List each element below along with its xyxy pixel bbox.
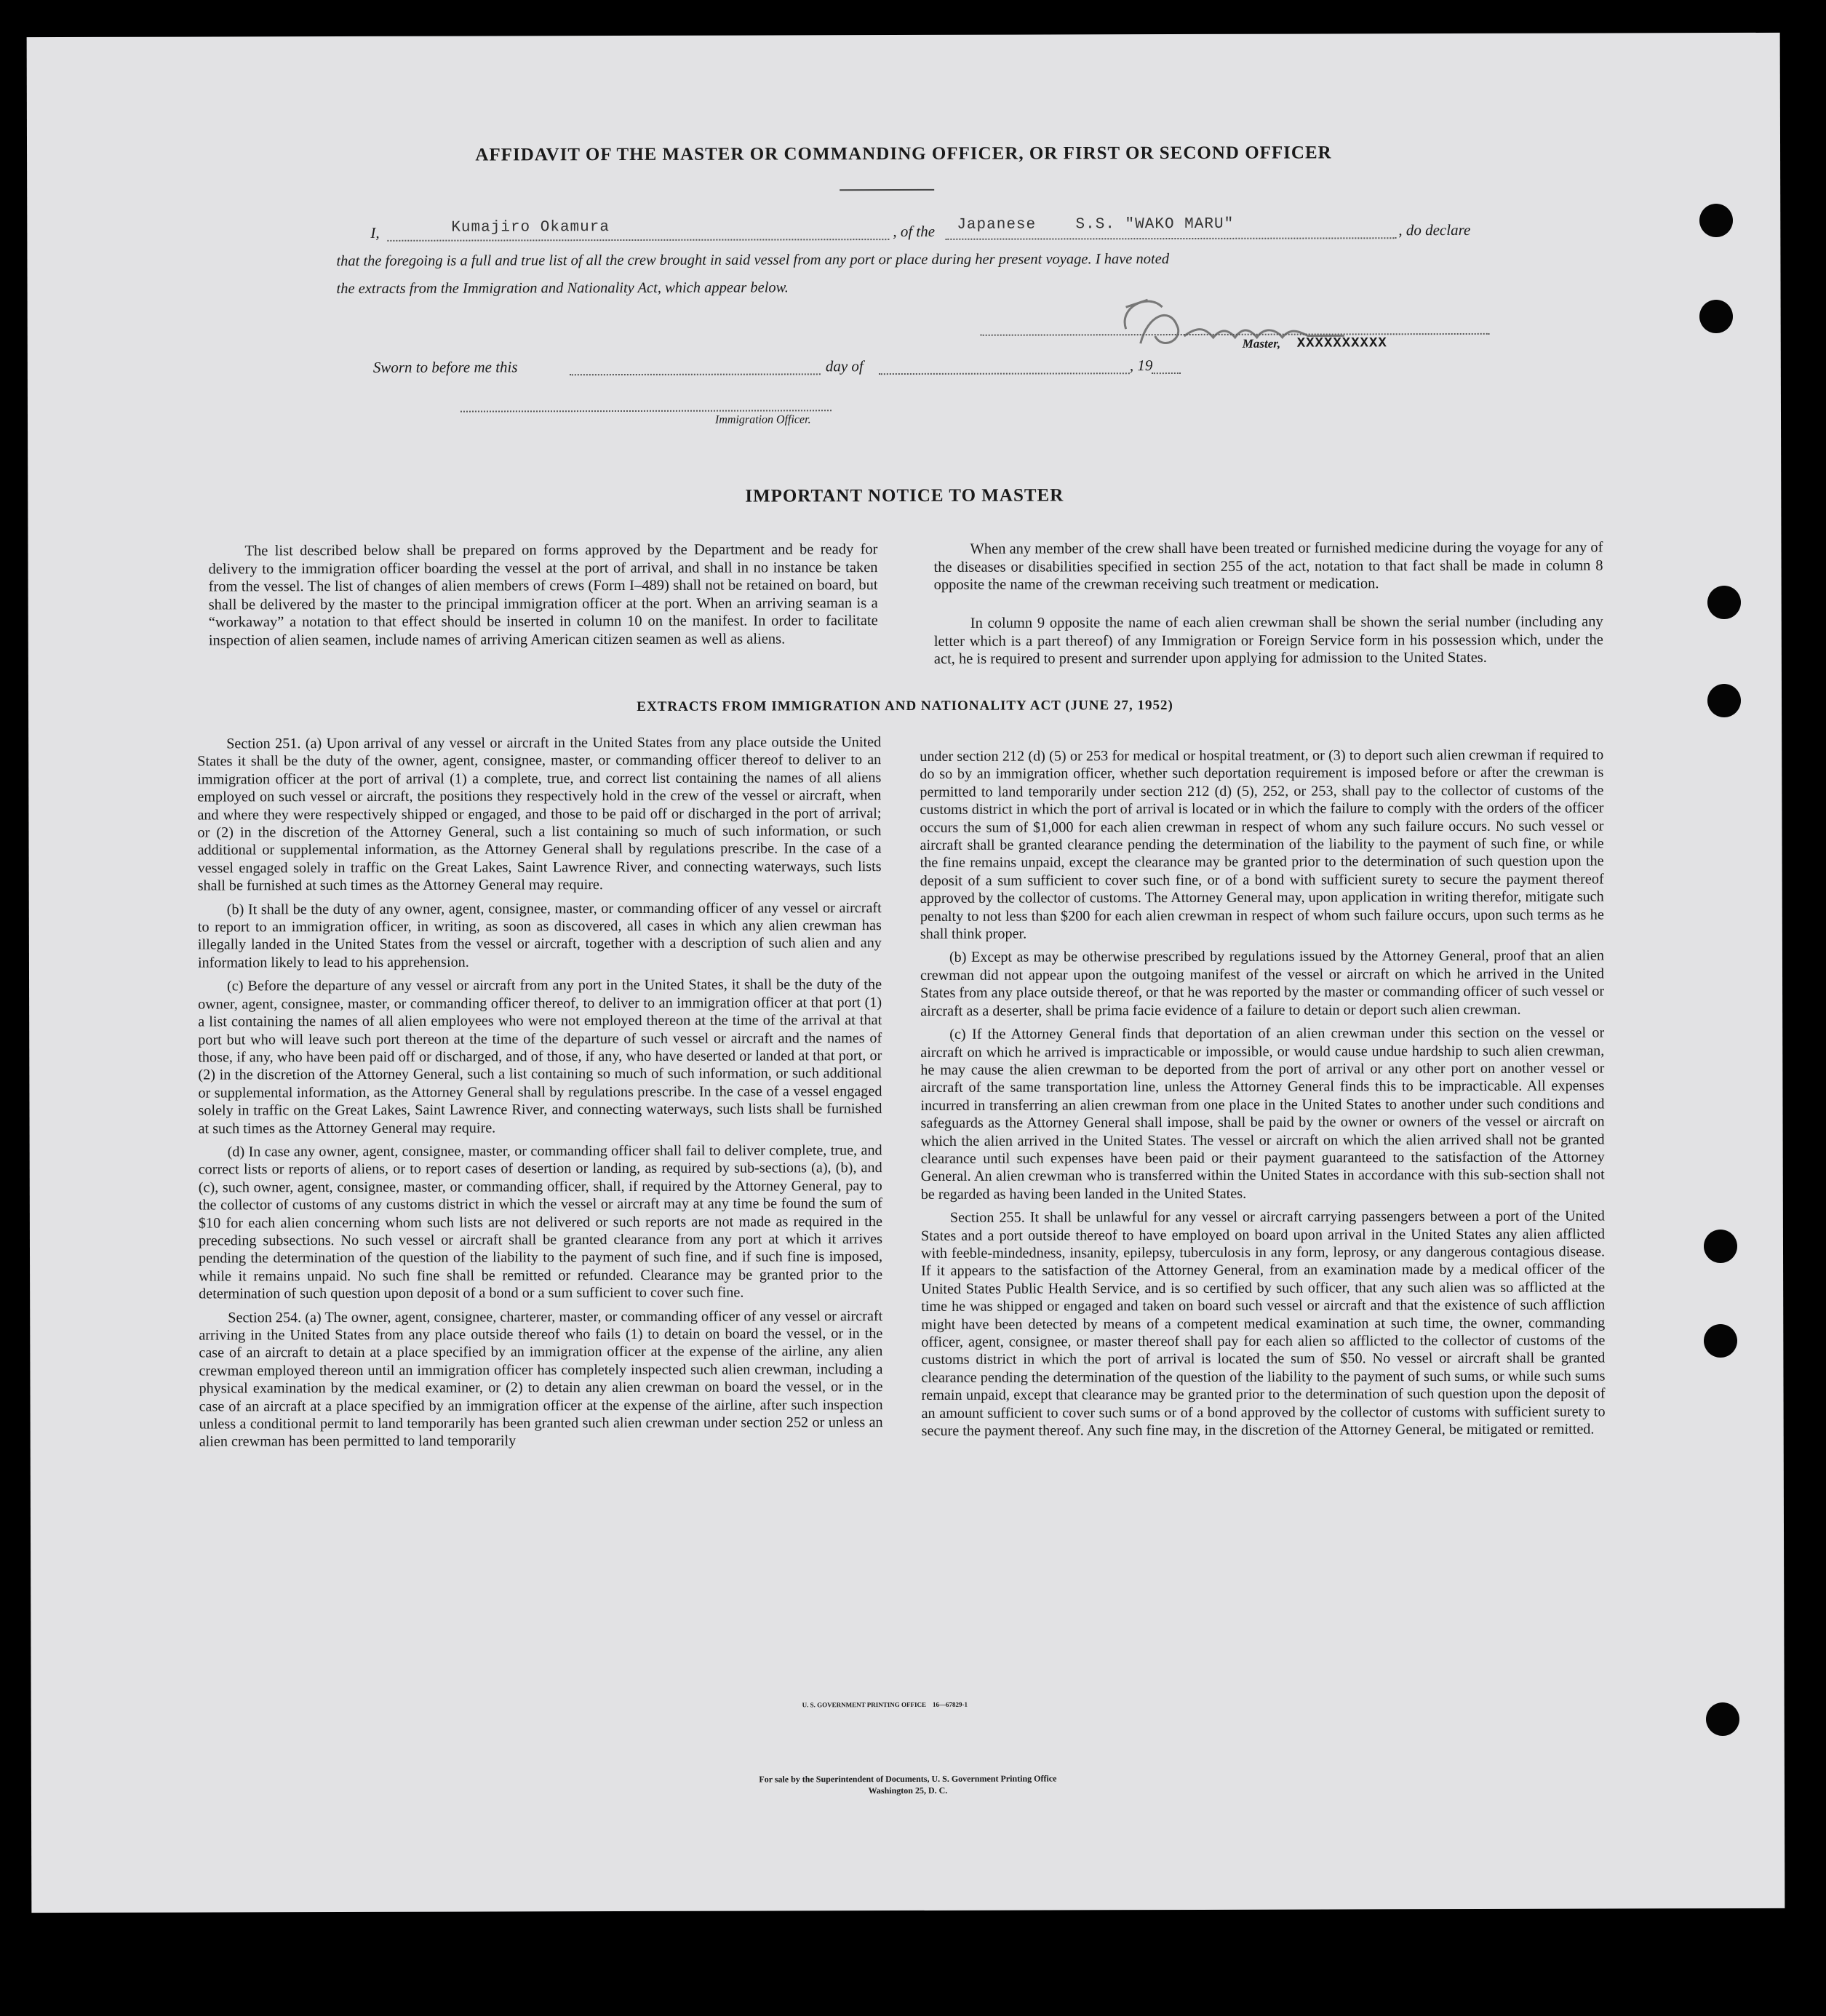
affidavit-statement-1: that the foregoing is a full and true list of all the crew brought in said vessel from any port or place during her present voyage. I have noted <box>336 251 1170 270</box>
vessel-name: Japanese S.S. "WAKO MARU" <box>957 215 1235 234</box>
section-254-a-continued: under section 212 (d) (5) or 253 for medical or hospital treatment, or (3) to deport such alien crewman if required to do so by an immigration officer, whether such deportation requirement is imposed before or after the crewman is permitted to land temporarily under section 212 (d) (5), 252, or 253, shall pay to the collector of customs of the customs district in which the port of arrival is located or in which the failure to comply with the orders of the officer occurs the sum of $1,000 for each alien crewman in respect of whom any such failure occurs. No such vessel or aircraft shall be granted clearance pending the determination of the liability to the payment of such fine, or while the fine remains unpaid, except the clearance may be granted prior to the determination of such question upon the deposit of a sum sufficient to cover such fine, or of a bond with sufficient surety to secure the payment thereof approved by the collector of customs. The Attorney General may, upon application in writing therefor, mitigate such penalty to not less than $200 for each alien crewman in respect of whom such failure occurs, upon such terms as he shall think proper. <box>920 746 1604 943</box>
notice-right-paragraph-2: In column 9 opposite the name of each alien crewman shall be shown the serial number (including any letter which is a part thereof) of any Immigration or Foreign Service form in his possession which, under the act, he is required to present and surrender upon applying for admission to the United States. <box>933 613 1603 667</box>
title-rule <box>840 189 934 191</box>
notice-right-paragraph-1: When any member of the crew shall have been treated or furnished medicine during the voyage for any of the diseases or disabilities specified in section 255 of the act, notation to that fact shall be made in column 8 opposite the name of the crewman receiving such treatment or medication. <box>933 539 1603 593</box>
affidavit-title: AFFIDAVIT OF THE MASTER OR COMMANDING OFFICER, OR FIRST OR SECOND OFFICER <box>475 143 1332 165</box>
master-name: Kumajiro Okamura <box>451 219 610 236</box>
notice-title: IMPORTANT NOTICE TO MASTER <box>745 485 1064 506</box>
sworn-month-line <box>879 372 1130 375</box>
sworn-year-line <box>1152 372 1181 374</box>
year-label: , 19 <box>1129 356 1153 375</box>
section-251-d: (d) In case any owner, agent, consignee, master, or commanding officer shall fail to deliver complete, true, and correct lists or reports of aliens, or to report cases of desertion or landing, as required by sub-sections (a), (b), and (c), such owner, agent, consignee, master, or commanding officer, shall, if required by the Attorney General, pay to the collector of customs of any customs district in which the vessel or aircraft may at any time be found the sum of $10 for each alien concerning whom such lists are not delivered or such reports are not made as required in the preceding subsections. No such vessel or aircraft shall be granted clearance from any port at which it arrives pending the determination of the question of the liability to the payment of such fine, and if such fine is imposed, while it remains unpaid. No such fine shall be remitted or refunded. Clearance may be granted prior to the determination of such question upon deposit of a bond or a sum sufficient to cover such fine. <box>198 1142 883 1302</box>
binder-hole <box>1707 586 1741 619</box>
sworn-day-line <box>570 373 821 375</box>
officer-line <box>461 410 832 412</box>
name-line <box>387 239 889 242</box>
extracts-left-column <box>197 733 883 1457</box>
section-254-c: (c) If the Attorney General finds that deportation of an alien crewman under this section on the vessel or aircraft on which he arrived is impracticable or impossible, or would cause undue hardship to such alien crewman, he may cause the alien crewman to be deported from the port of arrival or any other port on another vessel or aircraft of the same transportation line, unless the Attorney General finds this to be impracticable. All expenses incurred in transferring an alien crewman from one place in the United States to another under such conditions and safeguards as the Attorney General shall impose, shall be paid by the owner or owners of the vessel or aircraft on which the alien arrived in the United States. The vessel or aircraft on which the alien arrived shall not be granted clearance until such expenses have been paid or their payment guaranteed to the satisfaction of the Attorney General. An alien crewman who is transferred within the United States in accordance with this sub-section shall not be regarded as having been landed in the United States. <box>920 1024 1605 1203</box>
do-declare-label: , do declare <box>1398 220 1471 239</box>
section-254-a: Section 254. (a) The owner, agent, consignee, charterer, master, or commanding officer of any vessel or aircraft arriving in the United States from any place outside thereof who fails (1) to detain on board the vessel, or in the case of an aircraft to detain at a place specified by an immigration officer at the expense of the airline, any alien crewman employed thereon until an immigration officer has completely inspected such alien crewman, including a physical examination by the medical examiner, or (2) to detain any alien crewman on board the vessel, or in the case of an aircraft at a place specified by an immigration officer at the expense of the airline, after such inspection unless a conditional permit to land temporarily has been granted such alien crewman under section 252 or unless an alien crewman has been permitted to land temporarily <box>199 1307 883 1450</box>
binder-hole <box>1704 1324 1737 1358</box>
day-of-label: day of <box>825 357 864 375</box>
section-251-c: (c) Before the departure of any vessel or aircraft from any port in the United States, it shall be the duty of the owner, agent, consignee, master, or commanding officer thereof, to deliver to an immigration officer at that port (1) a list containing the names of all alien employees who were not employed thereon at the time of the arrival at that port but who will leave such port thereon at the time of the departure of such vessel or aircraft and the names of those, if any, who have been paid off or discharged, and of those, if any, who have deserted or landed at that port, or (2) in the discretion of the Attorney General, such a list containing so much of such information, or such additional or supplemental information, as the Attorney General shall by regulations prescribe. In the case of a vessel engaged solely in traffic on the Great Lakes, Saint Lawrence River, and connecting waterways, such lists shall be furnished at such times as the Attorney General may require. <box>198 976 882 1137</box>
notice-left-paragraph: The list described below shall be prepared on forms approved by the Department and be ready for delivery to the immigration officer boarding the vessel at the port of arrival, and shall in no instance be taken from the vessel. The list of changes of alien members of crews (Form I–489) shall not be retained on board, but shall be delivered by the master to the principal immigration officer at the port. When an arriving seaman is a “workaway” a notation to that effect should be inserted in column 10 on the manifest. In order to facilitate inspection of alien seamen, include names of arriving American citizen seamen as well as aliens. <box>208 541 878 649</box>
of-the-label: , of the <box>893 222 936 241</box>
section-251-a: Section 251. (a) Upon arrival of any vessel or aircraft in the United States from any place outside the United States it shall be the duty of the owner, agent, consignee, master, or commanding officer thereof to deliver to an immigration officer at the port of arrival (1) a complete, true, and correct list containing the names of all aliens employed on such vessel or aircraft, the positions they respectively hold in the crew of the vessel or aircraft, when and where they were respectively shipped or engaged, and those to be paid off or discharged in the port of arrival; or (2) in the discretion of the Attorney General, such a list containing so much of such information, or such additional or supplemental information, as the Attorney General shall by regulations prescribe. In the case of a vessel engaged solely in traffic on the Great Lakes, Saint Lawrence River, and connecting waterways, such lists shall be furnished at such times as the Attorney General may require. <box>197 734 882 894</box>
document-page <box>27 33 1785 1913</box>
extracts-right-column <box>920 746 1606 1446</box>
binder-hole <box>1707 684 1741 717</box>
binder-hole <box>1699 300 1733 333</box>
sale-line: For sale by the Superintendent of Documents, U. S. Government Printing Office <box>759 1773 1057 1785</box>
master-signature <box>1104 284 1366 365</box>
address-line: Washington 25, D. C. <box>868 1785 948 1796</box>
struck-title: XXXXXXXXXX <box>1296 335 1387 351</box>
binder-hole <box>1706 1702 1739 1736</box>
binder-hole <box>1699 204 1733 237</box>
master-label: Master, <box>1242 336 1281 351</box>
section-255: Section 255. It shall be unlawful for any vessel or aircraft carrying passengers between a port of the United States and a port outside thereof to have employed on board upon arrival in the United States any alien afflicted with feeble-mindedness, insanity, epilepsy, tuberculosis in any form, leprosy, or any dangerous contagious disease. If it appears to the satisfaction of the Attorney General, from an examination made by a medical officer of the United States Public Health Service, and is so certified by such officer, that any such alien was so afflicted at the time he was shipped or engaged and taken on board such vessel or aircraft and that the existence of such affliction might have been detected by means of a competent medical examination at such time, the owner, commanding officer, agent, consignee, or master thereof shall pay for each alien so afflicted to the collector of customs of the customs district in which the port of arrival is located the sum of $50. No vessel or aircraft shall be granted clearance pending the determination of the question of the liability to the payment of such sums, or while such sums remain unpaid, except that clearance may be granted prior to the determination of such question upon the deposit of an amount sufficient to cover such sums or of a bond approved by the collector of customs with sufficient surety to secure the payment thereof. Any such fine may, in the discretion of the Attorney General, be mitigated or remitted. <box>920 1208 1606 1439</box>
affidavit-statement-2: the extracts from the Immigration and Nationality Act, which appear below. <box>336 279 789 298</box>
vessel-line <box>945 237 1396 240</box>
i-label: I, <box>370 223 380 242</box>
extracts-title: EXTRACTS FROM IMMIGRATION AND NATIONALITY ACT (JUNE 27, 1952) <box>637 698 1173 714</box>
binder-hole <box>1704 1230 1737 1263</box>
section-254-b: (b) Except as may be otherwise prescribed by regulations issued by the Attorney General, proof that an alien crewman did not appear upon the outgoing manifest of the vessel or aircraft on which he arrived in the United States from any place outside thereof, or that he was reported by the master or commanding officer of such vessel or aircraft as a deserter, shall be prima facie evidence of a failure to detain or deport such alien crewman. <box>920 947 1605 1019</box>
officer-label: Immigration Officer. <box>714 413 811 426</box>
printer-mark: U. S. GOVERNMENT PRINTING OFFICE 16—67829-1 <box>802 1700 968 1709</box>
section-251-b: (b) It shall be the duty of any owner, agent, consignee, master, or commanding officer of any vessel or aircraft to report to an immigration officer, in writing, as soon as discovered, all cases in which any alien crewman has illegally landed in the United States from the vessel or aircraft, together with a description of such alien and any information likely to lead to his apprehension. <box>197 899 882 971</box>
sworn-label: Sworn to before me this <box>372 358 518 376</box>
